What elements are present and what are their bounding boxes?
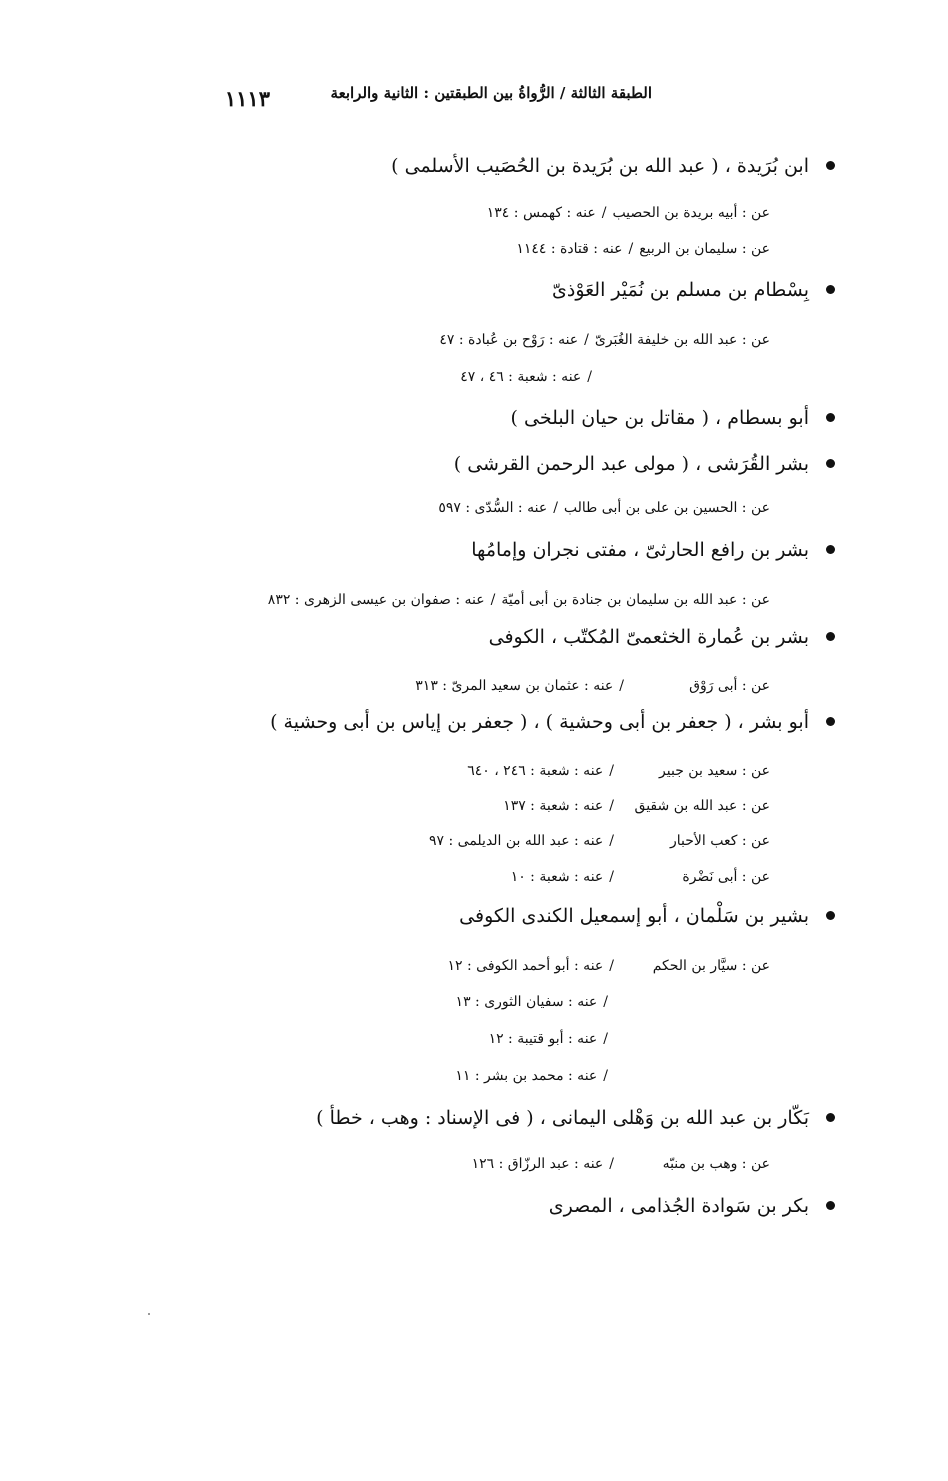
bullet-icon (826, 1201, 835, 1210)
narration-line (429, 830, 770, 852)
separator: / (619, 678, 624, 694)
separator: / (609, 833, 614, 849)
teacher: عن : عبد الله بن سليمان بن جنادة بن أبى أميّة (501, 592, 770, 608)
narration-line (489, 1028, 614, 1050)
teacher: عن : سليمان بن الربيع (639, 241, 770, 257)
bullet-icon (826, 717, 835, 726)
separator: / (584, 332, 589, 348)
teacher: عن : عبد الله بن خليفة الغُبَرىّ (594, 332, 770, 348)
separator: / (603, 1068, 608, 1084)
student: عنه : عبد الله بن الديلمى : ٩٧ (428, 833, 604, 849)
bullet-icon (826, 1113, 835, 1122)
student: عنه : عثمان بن سعيد المرىّ : ٣١٣ (415, 678, 614, 694)
narration-line (511, 866, 770, 888)
narration-line (487, 202, 770, 224)
student: عنه : شعبة : ١٠ (510, 869, 604, 885)
separator: / (609, 869, 614, 885)
student: عنه : أبو قتيبة : ١٢ (488, 1031, 598, 1047)
entry-title: ابن بُرَيدة ، ( عبد الله بن بُرَيدة بن الحُصَيب الأسلمى ) (391, 155, 809, 177)
separator: / (609, 798, 614, 814)
student: عنه : عبد الرزّاق : ١٢٦ (471, 1156, 604, 1172)
narration-line (455, 1065, 614, 1087)
student: عنه : قتادة : ١١٤٤ (516, 241, 623, 257)
separator: / (609, 958, 614, 974)
teacher: عن : أبيه بريدة بن الحصيب (612, 205, 770, 221)
bullet-icon (826, 161, 835, 170)
narration-line (439, 329, 770, 351)
teacher: عن : كعب الأحبار (669, 833, 770, 849)
separator: / (603, 994, 608, 1010)
separator: / (490, 592, 496, 608)
entry-heading (120, 449, 835, 483)
student: عنه : كهمس : ١٣٤ (486, 205, 596, 221)
bullet-icon (826, 413, 835, 422)
narration-line (467, 760, 770, 782)
separator: / (601, 205, 607, 221)
entry-title: بَكّار بن عبد الله بن وَهْلى اليمانى ، ( فى الإسناد : وهب ، خطأ ) (316, 1107, 809, 1129)
separator: / (603, 1031, 608, 1047)
narration-line (438, 497, 770, 519)
narration-line (456, 991, 614, 1013)
entry-title: بشير بن سَلْمان ، أبو إسمعيل الكندى الكوفى (459, 905, 809, 927)
teacher: عن : أبى نَضْرة (682, 869, 770, 885)
student: عنه : أبو أحمد الكوفى : ١٢ (447, 958, 604, 974)
separator: / (587, 369, 592, 385)
scan-speck (148, 1313, 150, 1315)
bullet-icon (826, 459, 835, 468)
entry-heading (120, 151, 835, 185)
narration-line (503, 795, 770, 817)
entry-heading (120, 535, 835, 569)
teacher: عن : عبد الله بن شقيق (634, 798, 770, 814)
entry-heading (120, 622, 835, 656)
entry-heading (120, 901, 835, 935)
narration-line (268, 589, 770, 611)
bullet-icon (826, 632, 835, 641)
entry-title: أبو بسطام ، ( مقاتل بن حيان البلخى ) (510, 407, 809, 429)
separator: / (609, 763, 614, 779)
student: عنه : السُّدّى : ٥٩٧ (438, 500, 548, 516)
teacher: عن : أبى رَوْق (689, 678, 770, 694)
entry-heading (120, 707, 835, 741)
student: عنه : شعبة : ٤٦ ، ٤٧ (460, 369, 582, 385)
separator: / (609, 1156, 614, 1172)
bullet-icon (826, 911, 835, 920)
narration-line (516, 238, 770, 260)
entry-heading (120, 403, 835, 437)
entry-heading (120, 1191, 835, 1225)
teacher: عن : سيَّار بن الحكم (652, 958, 770, 974)
teacher: عن : الحسين بن على بن أبى طالب (563, 500, 770, 516)
student: عنه : شعبة : ١٣٧ (503, 798, 604, 814)
entry-title: بشر بن رافع الحارثىّ ، مفتى نجران وإمامُها (471, 539, 809, 561)
narration-line (460, 366, 598, 388)
separator: / (553, 500, 558, 516)
entry-heading (120, 1103, 835, 1137)
entry-title: بِسْطام بن مسلم بن نُمَيْر العَوْذىّ (551, 279, 809, 301)
separator: / (628, 241, 634, 257)
entry-title: أبو بشر ، ( جعفر بن أبى وحشية ) ، ( جعفر بن إياس بن أبى وحشية ) (270, 711, 809, 733)
entry-title: بشر بن عُمارة الخثعمىّ المُكتّب ، الكوفى (488, 626, 809, 648)
entry-title: بشر القُرَشى ، ( مولى عبد الرحمن القرشى ) (453, 453, 809, 475)
narration-line (448, 955, 770, 977)
student: عنه : محمد بن بشر : ١١ (455, 1068, 598, 1084)
running-header-title: الطبقة الثالثة / الرُّواةُ بين الطبقتين : الثانية والرابعة (330, 84, 652, 102)
student: عنه : سفيان الثورى : ١٣ (455, 994, 598, 1010)
bullet-icon (826, 285, 835, 294)
narration-line (472, 1153, 770, 1175)
page-number: ١١١٣ (224, 86, 270, 111)
narration-line (415, 675, 770, 697)
entry-heading (120, 275, 835, 309)
bullet-icon (826, 545, 835, 554)
student: عنه : شعبة : ٢٤٦ ، ٦٤٠ (467, 763, 604, 779)
student: عنه : رَوْح بن عُبادة : ٤٧ (439, 332, 579, 348)
entry-title: بكر بن سَوادة الجُذامى ، المصرى (548, 1195, 809, 1217)
student: عنه : صفوان بن عيسى الزهرى : ٨٣٢ (267, 592, 485, 608)
teacher: عن : وهب بن منبّه (662, 1156, 770, 1172)
teacher: عن : سعيد بن جبير (659, 763, 770, 779)
